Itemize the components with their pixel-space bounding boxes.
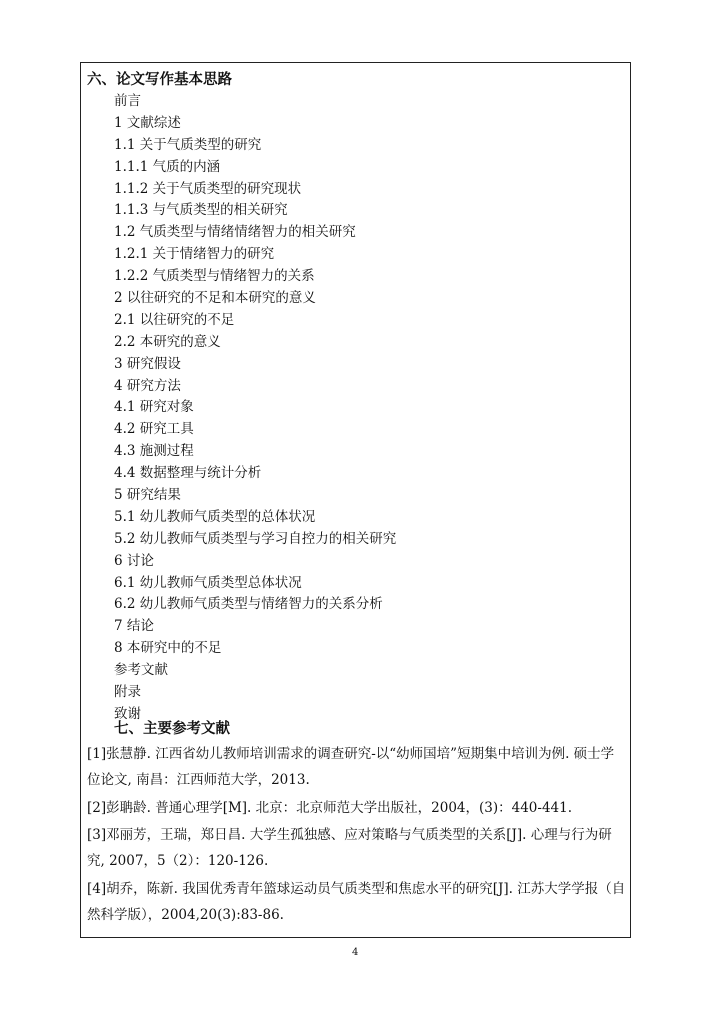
outline-item: 致谢 [114,705,141,722]
outline-item: 1.2.2 气质类型与情绪智力的关系 [114,268,315,285]
outline-item: 7 结论 [114,618,154,635]
outline-item: 4 研究方法 [114,377,181,394]
outline-item: 附录 [114,684,141,701]
outline-item: 4.2 研究工具 [114,421,194,438]
outline-item: 1.1.2 关于气质类型的研究现状 [114,180,302,197]
outline-item: 4.3 施测过程 [114,443,194,460]
outline-item: 1.1.1 气质的内涵 [114,158,221,175]
page-number: 4 [352,947,359,958]
outline-item: 前言 [114,93,141,109]
outline-item: 8 本研究中的不足 [114,640,222,657]
reference-item: [1]张慧静. 江西省幼儿教师培训需求的调查研究-以“幼师国培”短期集中培训为例. 硕士学位论文, 南昌：江西师范大学，2013. [87,746,615,788]
outline-item: 1.2 气质类型与情绪情绪智力的相关研究 [114,224,356,241]
outline-item: 6 讨论 [114,552,154,569]
outline-item: 5 研究结果 [114,487,181,504]
section-heading-thesis-outline: 六、论文写作基本思路 [87,71,232,88]
outline-item: 1.1.3 与气质类型的相关研究 [114,202,288,219]
outline-item: 6.1 幼儿教师气质类型总体状况 [114,574,302,591]
reference-item: [3]邓丽芳，王瑞，郑日昌. 大学生孤独感、应对策略与气质类型的关系[J]. 心理与行为研究, 2007，5（2）：120-126. [87,827,612,869]
outline-item: 2.1 以往研究的不足 [114,311,235,328]
outline-list [114,91,396,726]
outline-item: 4.4 数据整理与统计分析 [114,465,262,482]
outline-item: 1.1 关于气质类型的研究 [114,136,262,153]
outline-item: 1 文献综述 [114,114,181,131]
outline-item: 5.1 幼儿教师气质类型的总体状况 [114,508,316,525]
outline-item: 6.2 幼儿教师气质类型与情绪智力的关系分析 [114,596,383,613]
reference-list [87,741,627,929]
outline-item: 参考文献 [114,662,168,679]
reference-item: [4]胡乔，陈新. 我国优秀青年篮球运动员气质类型和焦虑水平的研究[J]. 江苏大学学报（自然科学版），2004,20(3):83-86. [87,880,626,923]
outline-item: 1.2.1 关于情绪智力的研究 [114,246,275,263]
outline-item: 2.2 本研究的意义 [114,333,221,350]
section-heading-references: 七、主要参考文献 [114,720,230,737]
outline-item: 3 研究假设 [114,355,181,372]
outline-item: 4.1 研究对象 [114,399,194,416]
outline-item: 2 以往研究的不足和本研究的意义 [114,290,316,307]
outline-item: 5.2 幼儿教师气质类型与学习自控力的相关研究 [114,530,397,547]
reference-item: [2]彭聃龄. 普通心理学[M]. 北京：北京师范大学出版社，2004，(3)：440-441. [87,799,573,816]
